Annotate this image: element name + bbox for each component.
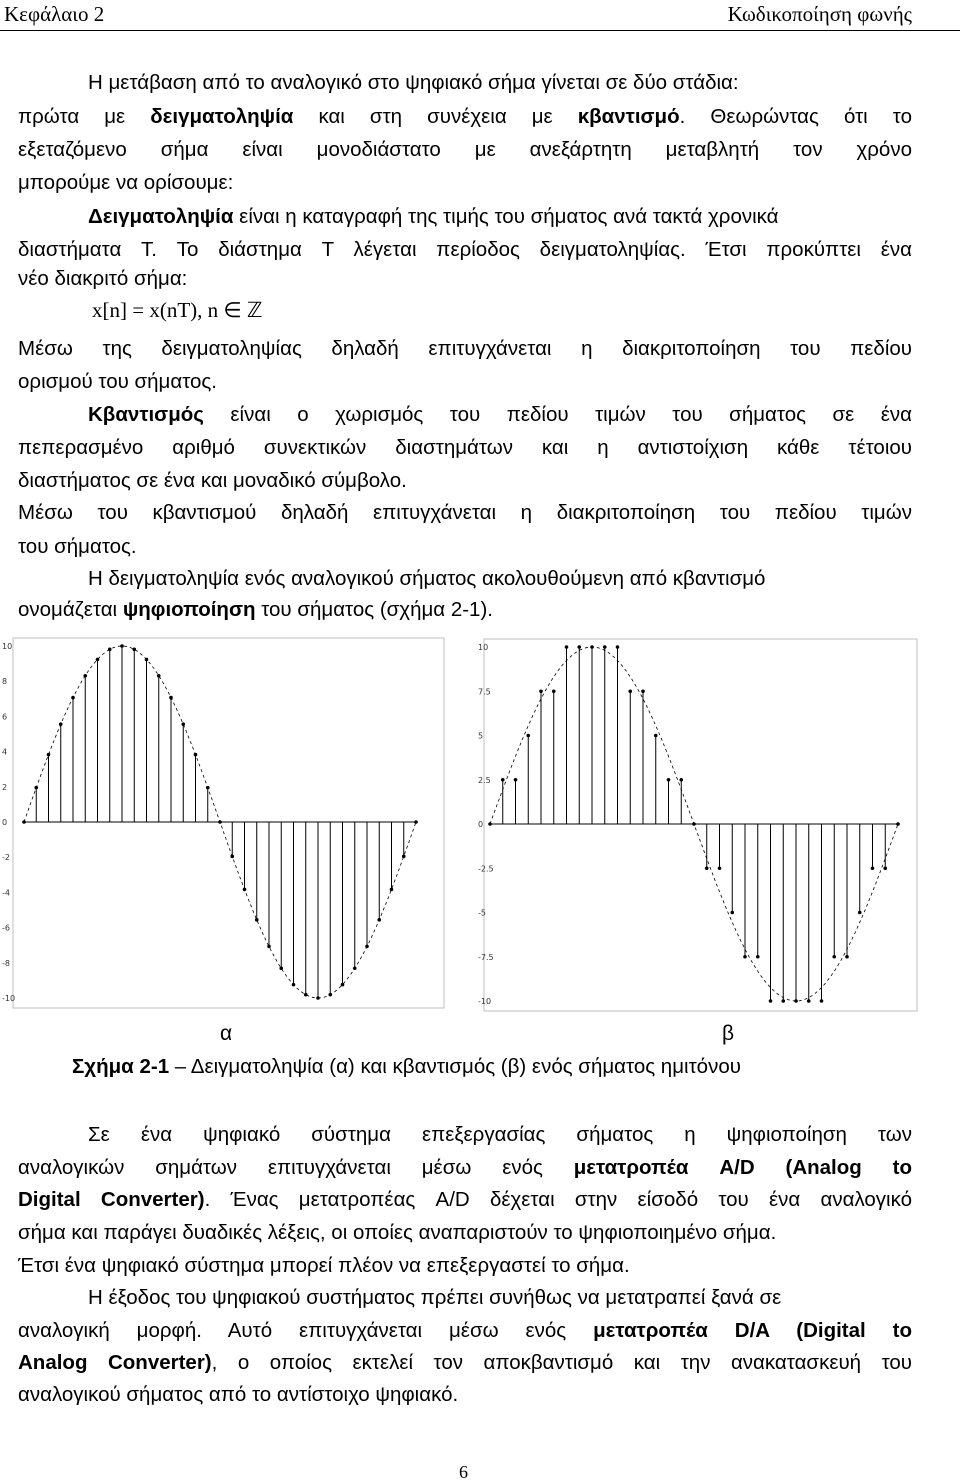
- sample-point: [896, 822, 900, 826]
- sample-point: [414, 820, 418, 824]
- text-span: αναλογική μορφή. Αυτό επιτυγχάνεται μέσω ενός: [18, 1319, 594, 1342]
- sample-point: [641, 689, 645, 693]
- y-tick-label: 0: [478, 820, 484, 829]
- text-span: του σήματος.: [18, 535, 137, 558]
- sample-point: [71, 696, 75, 700]
- sample-point: [820, 999, 824, 1003]
- sample-point: [590, 645, 594, 649]
- sample-point: [132, 648, 136, 652]
- bold-term: Digital Converter): [18, 1188, 205, 1211]
- text-span: σήμα και παράγει δυαδικές λέξεις, οι οποίες αναπαριστούν το ψηφιοποιημένο σήμα.: [18, 1221, 777, 1244]
- sample-point: [577, 645, 581, 649]
- text-span: είναι ο χωρισμός του πεδίου τιμών του σήματος σε ένα: [203, 403, 912, 426]
- sampling-formula: x[n] = x(nT), n ∈ ℤ: [92, 298, 263, 322]
- sample-point: [514, 778, 518, 782]
- sample-point: [807, 999, 811, 1003]
- text-span: μπορούμε να ορίσουμε:: [18, 171, 234, 194]
- page-number: 6: [459, 1462, 468, 1482]
- sample-point: [628, 689, 632, 693]
- sample-point: [22, 820, 26, 824]
- text-span: του σήματος (σχήμα 2-1).: [255, 598, 493, 621]
- sample-point: [279, 966, 283, 970]
- text-span: αναλογικών σημάτων επιτυγχάνεται μέσω ενός: [18, 1156, 574, 1179]
- sample-point: [667, 778, 671, 782]
- sample-point: [402, 855, 406, 859]
- sample-point: [390, 888, 394, 892]
- sample-point: [603, 645, 607, 649]
- text-span: , ο οποίος εκτελεί τον αποκβαντισμό και την ανακατασκευή του: [211, 1351, 912, 1374]
- y-tick-label: 10: [478, 643, 489, 652]
- text-span: πεπερασμένο αριθμό συνεκτικών διαστημάτων και η αντιστοίχιση κάθε τέτοιου: [18, 436, 912, 459]
- sample-point: [255, 918, 259, 922]
- bold-term: Analog Converter): [18, 1351, 212, 1374]
- bold-term: ψηφιοποίηση: [122, 598, 256, 621]
- text-span: ορισμού του σήματος.: [18, 370, 218, 393]
- bold-term: μετατροπέα D/A (Digital to: [593, 1319, 912, 1342]
- y-tick-label: 0: [2, 818, 8, 827]
- sample-point: [59, 722, 63, 726]
- y-tick-label: -10: [478, 997, 492, 1006]
- text-span: ονομάζεται: [18, 598, 123, 621]
- sample-point: [871, 866, 875, 870]
- running-header-chapter: Κεφάλαιο 2: [4, 2, 105, 26]
- sample-point: [845, 955, 849, 959]
- y-tick-label: -2.5: [478, 864, 494, 874]
- figure-caption: [72, 1055, 741, 1079]
- y-tick-label: -5: [478, 908, 486, 918]
- sample-point: [341, 983, 345, 987]
- y-tick-label: -7.5: [478, 952, 494, 962]
- sample-point: [230, 855, 234, 859]
- sample-point: [832, 955, 836, 959]
- running-header-title: Κωδικοποίηση φωνής: [727, 2, 912, 26]
- sample-point: [552, 689, 556, 693]
- sample-point: [743, 955, 747, 959]
- text-span: και στη συνέχεια με: [293, 105, 578, 128]
- sample-point: [108, 648, 112, 652]
- text-span: διαστήματος σε ένα και μοναδικό σύμβολο.: [18, 469, 407, 492]
- figure-caption-number: Σχήμα 2-1: [72, 1055, 170, 1078]
- sample-point: [243, 888, 247, 892]
- sample-point: [654, 734, 658, 738]
- text-span: Μέσω του κβαντισμού δηλαδή επιτυγχάνεται η διακριτοποίηση του πεδίου τιμών: [18, 501, 912, 524]
- sample-point: [206, 786, 210, 790]
- text-span: νέο διακριτό σήμα:: [18, 267, 188, 290]
- y-tick-label: 6: [2, 712, 8, 722]
- sample-point: [304, 993, 308, 997]
- text-span: Μέσω της δειγματοληψίας δηλαδή επιτυγχάνεται η διακριτοποίηση του πεδίου: [18, 337, 912, 360]
- figure-label-b: β: [722, 1022, 735, 1045]
- sample-point: [526, 734, 530, 738]
- sample-point: [145, 658, 149, 662]
- y-tick-label: -10: [2, 994, 16, 1003]
- sample-point: [34, 786, 38, 790]
- y-tick-label: -2: [2, 853, 10, 863]
- sample-point: [539, 689, 543, 693]
- text-span: Έτσι ένα ψηφιακό σύστημα μπορεί πλέον να επεξεργαστεί το σήμα.: [18, 1254, 630, 1277]
- sample-point: [730, 911, 734, 915]
- y-tick-label: 10: [2, 642, 13, 651]
- sample-point: [96, 658, 100, 662]
- sample-point: [377, 918, 381, 922]
- y-tick-label: 5: [478, 731, 484, 741]
- text-span: Σε ένα ψηφιακό σύστημα επεξεργασίας σήματος η ψηφιοποίηση των: [88, 1123, 912, 1146]
- text-span: πρώτα με: [18, 105, 151, 128]
- y-tick-label: -6: [2, 923, 10, 933]
- text-span: Η δειγματοληψία ενός αναλογικού σήματος ακολουθούμενη από κβαντισμό: [88, 567, 766, 590]
- text-span: . Ένας μετατροπέας A/D δέχεται στην είσοδό του ένα αναλογικό: [204, 1188, 913, 1211]
- sample-point: [883, 866, 887, 870]
- text-span: αναλογικού σήματος από το αντίστοιχο ψηφιακό.: [18, 1383, 459, 1406]
- bold-term: δειγματοληψία: [150, 105, 294, 128]
- sample-point: [353, 966, 357, 970]
- figure-label-a: α: [220, 1022, 233, 1045]
- sample-point: [718, 866, 722, 870]
- bold-term: μετατροπέα A/D (Analog to: [573, 1156, 912, 1179]
- sample-point: [83, 674, 87, 678]
- bold-term: κβαντισμό: [577, 105, 680, 128]
- sample-point: [705, 866, 709, 870]
- sample-point: [488, 822, 492, 826]
- text-span: . Θεωρώντας ότι το: [679, 105, 912, 128]
- sample-point: [267, 945, 271, 949]
- y-tick-label: 2: [2, 782, 8, 792]
- y-tick-label: -8: [2, 958, 10, 968]
- sample-point: [565, 645, 569, 649]
- sample-point: [781, 999, 785, 1003]
- figure-caption-text: – Δειγματοληψία (α) και κβαντισμός (β) ενός σήματος ημιτόνου: [169, 1055, 741, 1078]
- sample-point: [47, 753, 51, 757]
- sample-point: [794, 999, 798, 1003]
- sample-point: [328, 993, 332, 997]
- sample-point: [679, 778, 683, 782]
- y-tick-label: 8: [2, 677, 8, 687]
- sample-point: [194, 753, 198, 757]
- sample-point: [316, 996, 320, 1000]
- sample-point: [769, 999, 773, 1003]
- sample-point: [365, 945, 369, 949]
- bold-term: Κβαντισμός: [88, 403, 204, 426]
- y-tick-label: 2.5: [478, 775, 491, 785]
- sample-point: [169, 696, 173, 700]
- text-span: εξεταζόμενο σήμα είναι μονοδιάστατο με ανεξάρτητη μεταβλητή τον χρόνο: [18, 138, 912, 161]
- y-tick-label: 7.5: [478, 687, 491, 697]
- text-span: διαστήματα T. Το διάστημα T λέγεται περίοδος δειγματοληψίας. Έτσι προκύπτει ένα: [18, 238, 912, 261]
- sample-point: [218, 820, 222, 824]
- text-span: Η μετάβαση από το αναλογικό στο ψηφιακό σήμα γίνεται σε δύο στάδια:: [88, 71, 739, 94]
- sample-point: [157, 674, 161, 678]
- sample-point: [292, 983, 296, 987]
- text-span: Η έξοδος του ψηφιακού συστήματος πρέπει συνήθως να μετατραπεί ξανά σε: [88, 1286, 782, 1309]
- plot-frame: [484, 639, 917, 1011]
- bold-term: Δειγματοληψία: [88, 205, 234, 228]
- sample-point: [616, 645, 620, 649]
- sample-point: [181, 722, 185, 726]
- sample-point: [858, 911, 862, 915]
- sample-point: [120, 644, 124, 648]
- sample-point: [692, 822, 696, 826]
- sample-point: [501, 778, 505, 782]
- y-tick-label: -4: [2, 888, 10, 898]
- sample-point: [756, 955, 760, 959]
- text-span: είναι η καταγραφή της τιμής του σήματος ανά τακτά χρονικά: [233, 205, 779, 228]
- y-tick-label: 4: [2, 747, 8, 757]
